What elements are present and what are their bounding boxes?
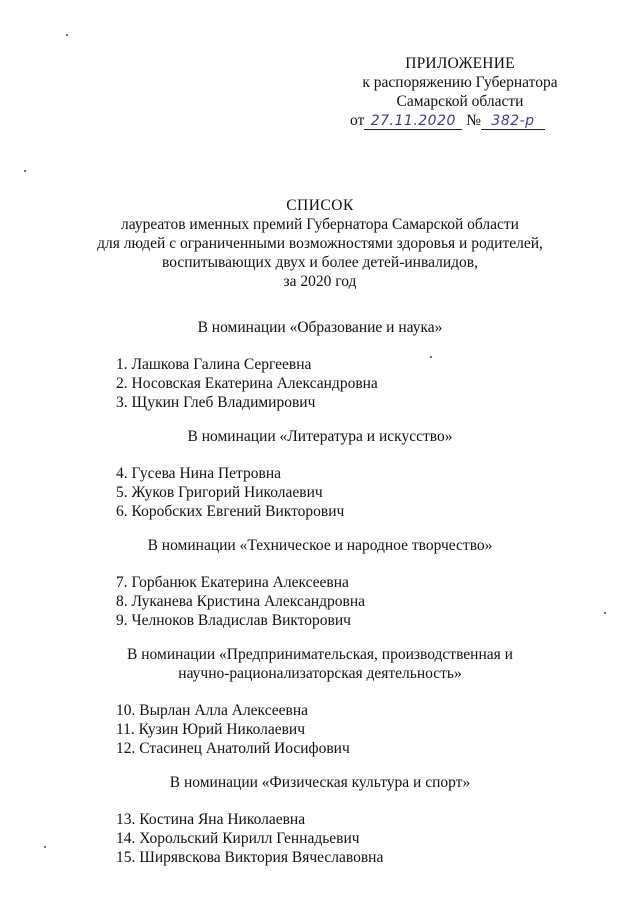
date-number-row — [340, 111, 580, 130]
date-prefix: от — [350, 112, 365, 129]
nomination-section — [0, 773, 640, 867]
laureate-entry: 1. Лашкова Галина Сергеевна — [116, 356, 312, 373]
handwritten-number: 382-р — [491, 113, 535, 129]
scan-speck — [430, 356, 432, 358]
laureate-entry: 11. Кузин Юрий Николаевич — [116, 721, 306, 738]
appendix-line-1: к распоряжению Губернатора — [362, 74, 558, 91]
nomination-title: В номинации «Образование и наука» — [197, 319, 443, 336]
laureate-list — [0, 573, 640, 630]
handwritten-date: 27.11.2020 — [370, 113, 456, 129]
laureate-list — [0, 355, 640, 412]
scan-speck — [604, 612, 606, 614]
laureate-entry: 14. Хорольский Кирилл Геннадьевич — [116, 830, 360, 847]
nominations-list — [0, 318, 640, 867]
laureate-entry: 7. Горбанюк Екатерина Алексеевна — [116, 574, 349, 591]
laureate-list — [0, 701, 640, 758]
heading-line-4: за 2020 год — [283, 273, 357, 290]
laureate-entry: 6. Коробских Евгений Викторович — [116, 503, 345, 520]
laureate-entry: 15. Ширявскова Виктория Вячеславовна — [116, 849, 384, 866]
nomination-section — [0, 427, 640, 536]
nomination-section — [0, 536, 640, 645]
laureate-entry: 10. Вырлан Алла Алексеевна — [116, 702, 309, 719]
date-field — [364, 113, 462, 130]
heading-line-3: воспитывающих двух и более детей-инвалидов, — [162, 254, 478, 271]
nomination-section — [0, 645, 640, 773]
number-field — [481, 113, 545, 130]
nomination-title: В номинации «Физическая культура и спорт» — [169, 774, 471, 791]
heading-title: СПИСОК — [286, 197, 354, 214]
number-sign: № — [466, 112, 481, 129]
scan-speck — [66, 34, 68, 36]
document-heading — [60, 196, 580, 291]
nomination-section — [0, 318, 640, 427]
appendix-title: ПРИЛОЖЕНИЕ — [405, 55, 515, 72]
laureate-entry: 5. Жуков Григорий Николаевич — [116, 484, 323, 501]
laureate-entry: 4. Гусева Нина Петровна — [116, 465, 282, 482]
scan-speck — [44, 846, 46, 848]
laureate-list — [0, 810, 640, 867]
appendix-block — [340, 54, 580, 130]
heading-line-2: для людей с ограниченными возможностями здоровья и родителей, — [97, 235, 543, 252]
laureate-entry: 2. Носовская Екатерина Александровна — [116, 375, 378, 392]
nomination-title-line-2: научно-рационализаторская деятельность» — [178, 665, 462, 682]
laureate-entry: 12. Стасинец Анатолий Иосифович — [116, 740, 350, 757]
nomination-title: В номинации «Техническое и народное творчество» — [147, 537, 493, 554]
laureate-entry: 9. Челноков Владислав Викторович — [116, 612, 351, 629]
heading-line-1: лауреатов именных премий Губернатора Самарской области — [121, 216, 519, 233]
laureate-list — [0, 464, 640, 521]
laureate-entry: 3. Щукин Глеб Владимирович — [116, 394, 316, 411]
scan-speck — [24, 170, 26, 172]
nomination-title: В номинации «Литература и искусство» — [187, 428, 453, 445]
laureate-entry: 13. Костина Яна Николаевна — [116, 811, 306, 828]
laureate-entry: 8. Луканева Кристина Александровна — [116, 593, 366, 610]
appendix-line-2: Самарской области — [396, 93, 524, 110]
nomination-title-line-1: В номинации «Предпринимательская, производственная и — [127, 646, 513, 663]
